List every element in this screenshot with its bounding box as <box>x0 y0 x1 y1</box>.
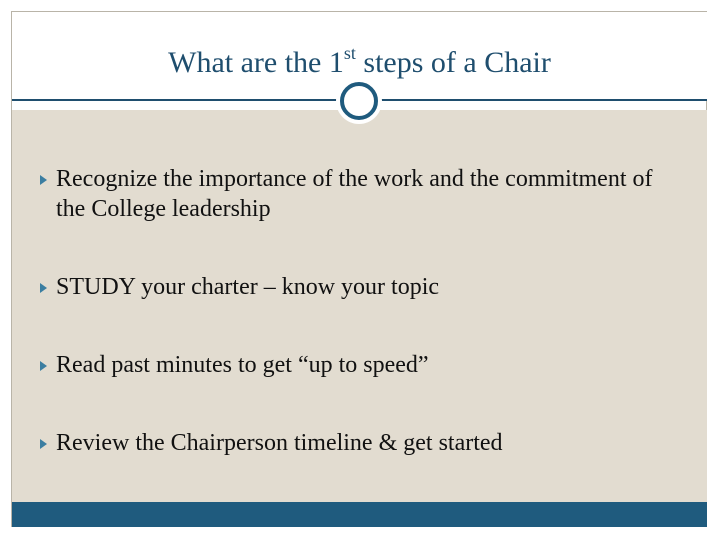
bullet-text: Recognize the importance of the work and the commitment of the College leadership <box>56 166 653 222</box>
triangle-bullet-icon <box>40 283 47 293</box>
title-main: What are the 1 <box>168 46 344 79</box>
triangle-bullet-icon <box>40 175 47 185</box>
slide-title <box>12 43 707 79</box>
bullet-item <box>36 350 676 380</box>
bullet-item <box>36 428 676 458</box>
bullet-text: Review the Chairperson timeline & get started <box>56 430 503 456</box>
bullet-item <box>36 272 676 302</box>
bullet-text: STUDY your charter – know your topic <box>56 274 440 300</box>
circle-ring-icon <box>340 82 378 120</box>
triangle-bullet-icon <box>40 439 47 449</box>
footer-bar <box>12 502 707 527</box>
bullet-item <box>36 164 676 224</box>
bullet-list <box>36 164 676 458</box>
title-rest: steps of a Chair <box>355 46 551 79</box>
bullet-text: Read past minutes to get “up to speed” <box>56 352 429 378</box>
title-superscript: st <box>343 43 356 63</box>
triangle-bullet-icon <box>40 361 47 371</box>
